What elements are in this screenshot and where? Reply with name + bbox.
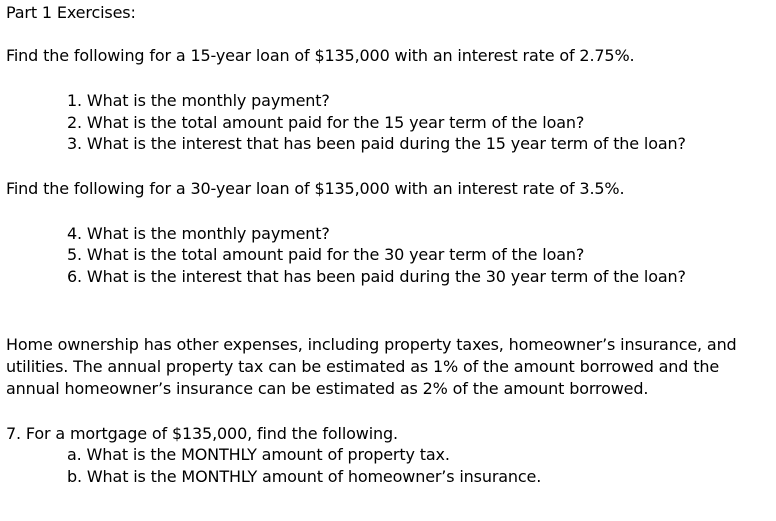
paragraph-line-1: Home ownership has other expenses, including property taxes, homeowner’s insurance, and — [6, 335, 737, 354]
question-7a: a. What is the MONTHLY amount of property tax. — [67, 445, 450, 464]
question-1: 1. What is the monthly payment? — [67, 91, 330, 110]
paragraph-line-3: annual homeowner’s insurance can be estimated as 2% of the amount borrowed. — [6, 379, 649, 398]
section2-intro: Find the following for a 30-year loan of $135,000 with an interest rate of 3.5%. — [6, 179, 625, 198]
paragraph-line-2: utilities. The annual property tax can be estimated as 1% of the amount borrowed and the — [6, 357, 720, 376]
question-7: 7. For a mortgage of $135,000, find the following. — [6, 424, 398, 443]
section1-intro: Find the following for a 15-year loan of $135,000 with an interest rate of 2.75%. — [6, 46, 635, 65]
question-2: 2. What is the total amount paid for the 15 year term of the loan? — [67, 113, 585, 132]
question-4: 4. What is the monthly payment? — [67, 224, 330, 243]
question-5: 5. What is the total amount paid for the 30 year term of the loan? — [67, 245, 585, 264]
question-7b: b. What is the MONTHLY amount of homeowner’s insurance. — [67, 467, 542, 486]
question-3: 3. What is the interest that has been paid during the 15 year term of the loan? — [67, 134, 686, 153]
page-title: Part 1 Exercises: — [6, 3, 136, 22]
question-6: 6. What is the interest that has been paid during the 30 year term of the loan? — [67, 267, 686, 286]
